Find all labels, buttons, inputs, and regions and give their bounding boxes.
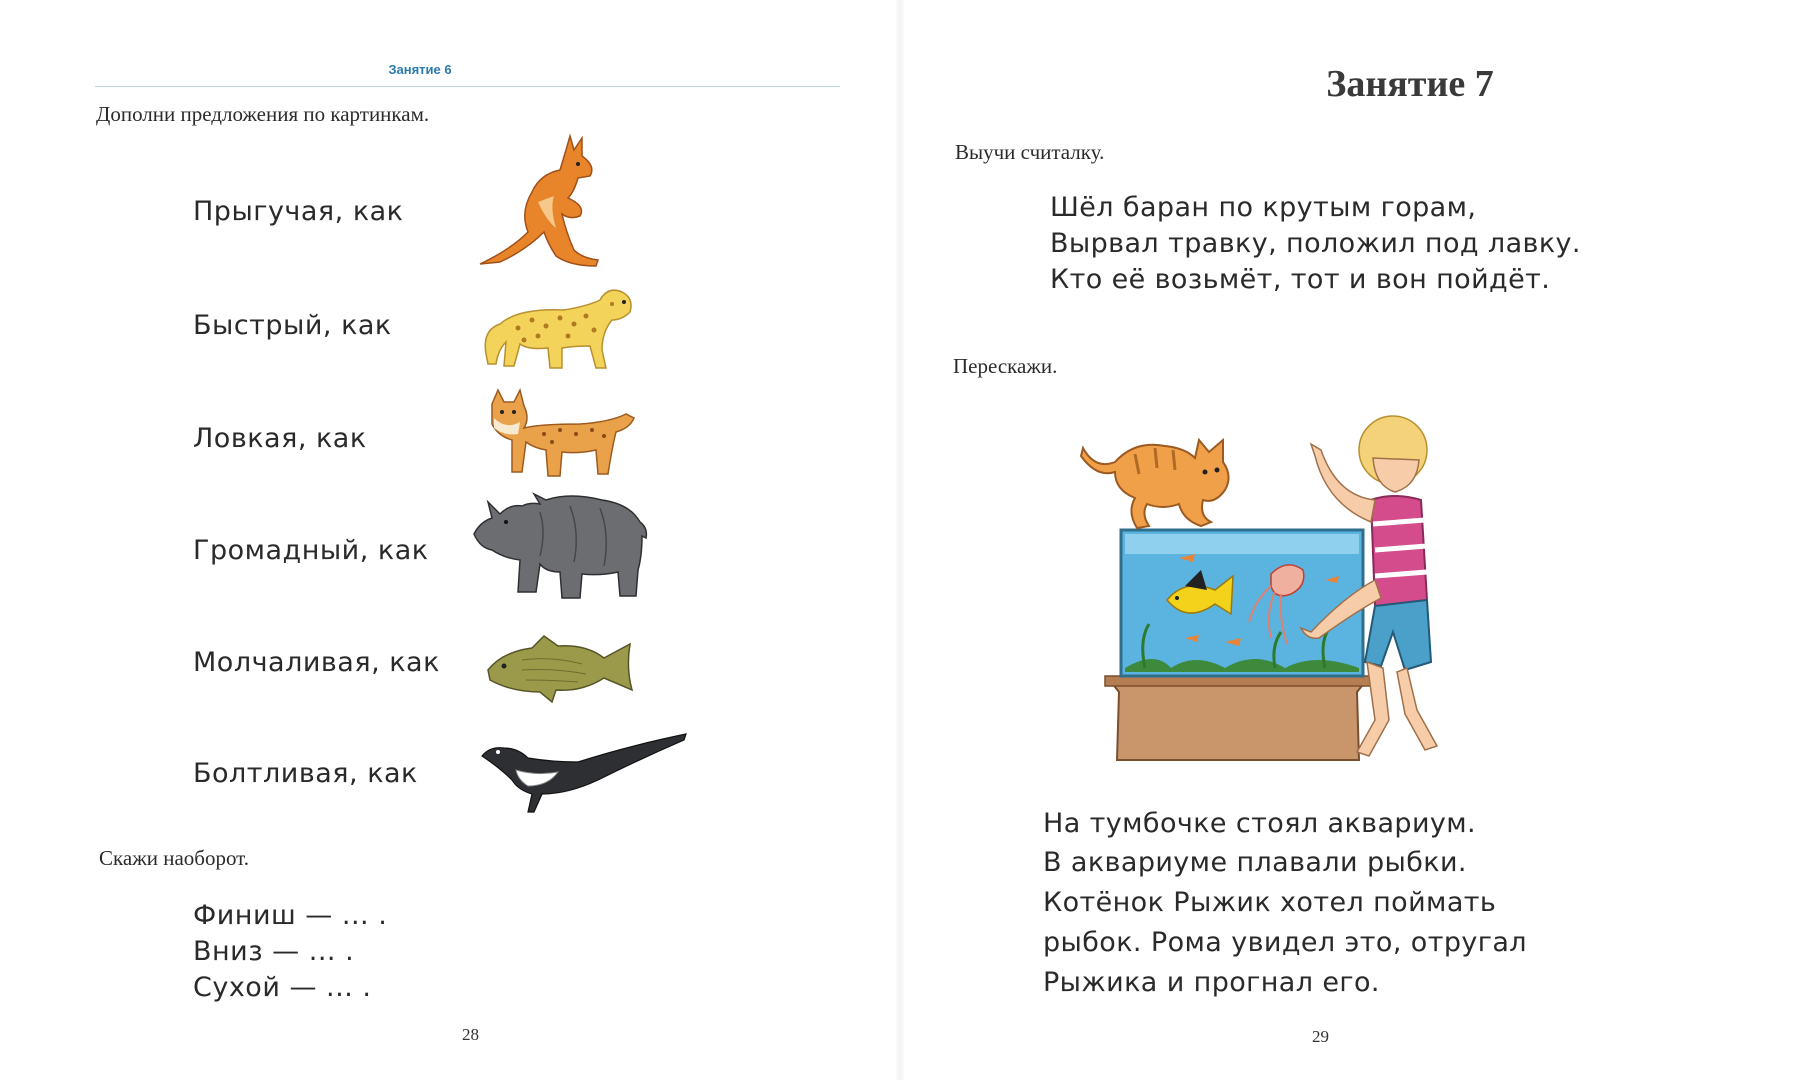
fish-icon: [482, 630, 642, 708]
running-head: Занятие 6: [388, 62, 452, 77]
story-line: Рыжика и прогнал его.: [1043, 967, 1380, 998]
header-rule: [95, 86, 840, 87]
right-page: [900, 0, 1809, 1080]
comparison-line: Прыгучая, как: [193, 196, 404, 227]
lynx-icon: [480, 384, 640, 480]
rhinoceros-icon: [470, 492, 655, 602]
story-line: рыбок. Рома увидел это, отругал: [1043, 927, 1527, 958]
poem-line: Вырвал травку, положил под лавку.: [1050, 228, 1581, 259]
comparison-line: Ловкая, как: [193, 423, 367, 454]
magpie-icon: [478, 728, 688, 818]
story-line: Котёнок Рыжик хотел поймать: [1043, 887, 1497, 918]
comparison-line: Быстрый, как: [193, 310, 392, 341]
boy-cat-aquarium-illustration: [1075, 400, 1445, 765]
page-number: 28: [462, 1025, 479, 1044]
left-page: [0, 0, 900, 1080]
story-line: На тумбочке стоял аквариум.: [1043, 808, 1477, 839]
opposite-line: Сухой — ... .: [193, 972, 372, 1003]
opposite-line: Финиш — ... .: [193, 900, 388, 931]
opposite-line: Вниз — ... .: [193, 936, 355, 967]
lesson-title: Занятие 7: [1326, 63, 1494, 105]
cheetah-icon: [478, 280, 638, 372]
story-line: В аквариуме плавали рыбки.: [1043, 847, 1467, 878]
poem-line: Кто её возьмёт, тот и вон пойдёт.: [1050, 264, 1551, 295]
kangaroo-icon: [470, 132, 605, 272]
comparison-line: Громадный, как: [193, 535, 429, 566]
instruction-complete-sentences: Дополни предложения по картинкам.: [96, 102, 430, 126]
comparison-line: Болтливая, как: [193, 758, 418, 789]
comparison-line: Молчаливая, как: [193, 647, 440, 678]
page-number: 29: [1312, 1027, 1329, 1046]
poem-line: Шёл баран по крутым горам,: [1050, 192, 1477, 223]
instruction-retell: Перескажи.: [953, 354, 1058, 378]
instruction-say-opposite: Скажи наоборот.: [99, 846, 250, 870]
instruction-learn-rhyme: Выучи считалку.: [955, 140, 1105, 164]
